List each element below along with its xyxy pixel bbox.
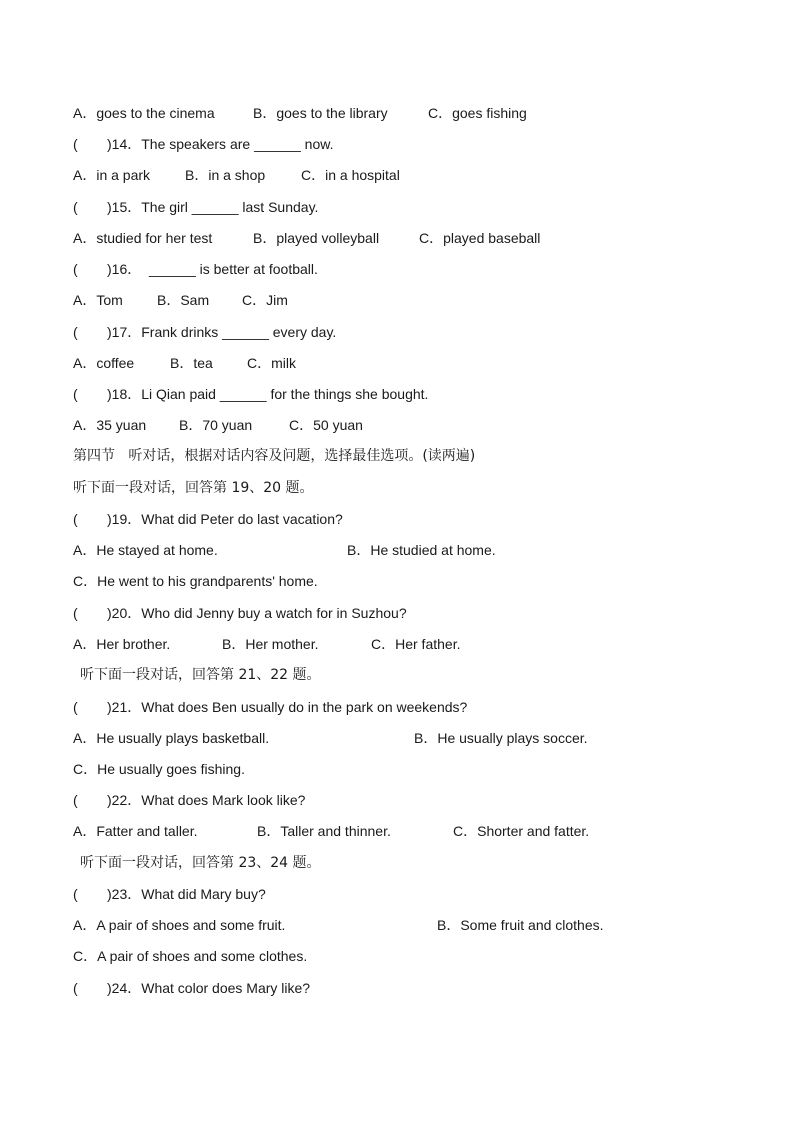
question-23: )23．What did Mary buy? <box>107 886 266 902</box>
question-18: )18．Li Qian paid ______ for the things she bought. <box>107 386 429 402</box>
option-c: C．milk <box>247 355 296 371</box>
option-a: A．goes to the cinema <box>73 105 215 121</box>
section-heading: 第四节 听对话，根据对话内容及问题，选择最佳选项。(读两遍) <box>73 448 476 464</box>
answer-bracket-open: ( <box>73 792 78 808</box>
option-a: A．He stayed at home. <box>73 542 218 558</box>
option-a: A．He usually plays basketball. <box>73 730 270 746</box>
answer-bracket-open: ( <box>73 511 78 527</box>
question-19: )19．What did Peter do last vacation? <box>107 511 343 527</box>
option-c: C．50 yuan <box>289 417 363 433</box>
option-b: B．He studied at home. <box>347 542 496 558</box>
answer-bracket-open: ( <box>73 261 78 277</box>
question-22: )22．What does Mark look like? <box>107 792 306 808</box>
option-a: A．35 yuan <box>73 417 147 433</box>
question-15: )15．The girl ______ last Sunday. <box>107 199 319 215</box>
option-a: A．studied for her test <box>73 230 213 246</box>
option-c: C．He usually goes fishing. <box>73 761 245 777</box>
option-c: C．Her father. <box>371 636 461 652</box>
answer-bracket-open: ( <box>73 199 78 215</box>
answer-bracket-open: ( <box>73 136 78 152</box>
instruction: 听下面一段对话，回答第 19、20 题。 <box>73 480 314 496</box>
question-14: )14．The speakers are ______ now. <box>107 136 334 152</box>
answer-bracket-open: ( <box>73 386 78 402</box>
question-17: )17．Frank drinks ______ every day. <box>107 324 337 340</box>
option-c: C．He went to his grandparents' home. <box>73 573 318 589</box>
option-c: C．Jim <box>242 292 288 308</box>
option-a: A．A pair of shoes and some fruit. <box>73 917 286 933</box>
option-c: C．played baseball <box>419 230 541 246</box>
instruction: 听下面一段对话，回答第 21、22 题。 <box>80 667 321 683</box>
option-b: B．Some fruit and clothes. <box>437 917 604 933</box>
option-b: B．in a shop <box>185 167 266 183</box>
option-b: B．goes to the library <box>253 105 388 121</box>
option-b: B．70 yuan <box>179 417 253 433</box>
option-b: B．played volleyball <box>253 230 380 246</box>
option-a: A．Her brother. <box>73 636 171 652</box>
option-a: A．Tom <box>73 292 123 308</box>
answer-bracket-open: ( <box>73 605 78 621</box>
option-a: A．coffee <box>73 355 135 371</box>
option-b: B．He usually plays soccer. <box>414 730 588 746</box>
option-b: B．Taller and thinner. <box>257 823 391 839</box>
option-b: B．tea <box>170 355 213 371</box>
answer-bracket-open: ( <box>73 886 78 902</box>
option-c: C．Shorter and fatter. <box>453 823 590 839</box>
option-b: B．Her mother. <box>222 636 319 652</box>
option-c: C．goes fishing <box>428 105 527 121</box>
question-21: )21．What does Ben usually do in the park on weekends? <box>107 699 468 715</box>
instruction: 听下面一段对话，回答第 23、24 题。 <box>80 855 321 871</box>
option-c: C．A pair of shoes and some clothes. <box>73 948 308 964</box>
question-20: )20．Who did Jenny buy a watch for in Suzhou? <box>107 605 407 621</box>
answer-bracket-open: ( <box>73 980 78 996</box>
question-16: )16． ______ is better at football. <box>107 261 318 277</box>
option-a: A．in a park <box>73 167 151 183</box>
option-a: A．Fatter and taller. <box>73 823 198 839</box>
question-24: )24．What color does Mary like? <box>107 980 311 996</box>
answer-bracket-open: ( <box>73 324 78 340</box>
option-c: C．in a hospital <box>301 167 400 183</box>
option-b: B．Sam <box>157 292 210 308</box>
answer-bracket-open: ( <box>73 699 78 715</box>
